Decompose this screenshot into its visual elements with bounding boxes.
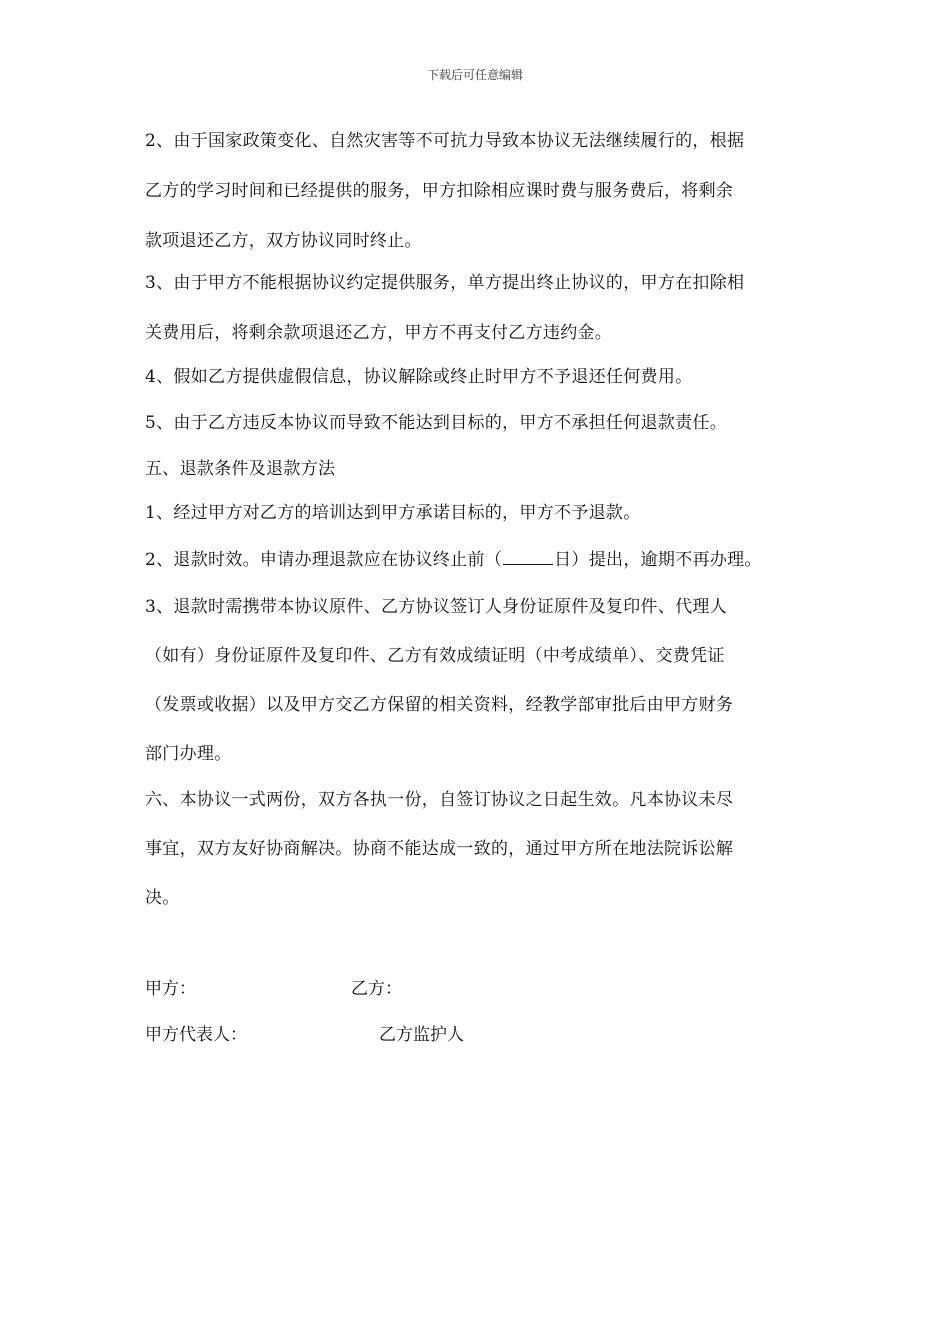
refund-clause-3-line-1: 3、退款时需携带本协议原件、乙方协议签订人身份证原件及复印件、代理人 [145, 597, 728, 617]
clause-2-line-2: 乙方的学习时间和已经提供的服务，甲方扣除相应课时费与服务费后，将剩余 [145, 181, 734, 201]
refund-clause-3-line-3: （发票或收据）以及甲方交乙方保留的相关资料，经教学部审批后由甲方财务 [145, 695, 734, 715]
refund-clause-3-line-2: （如有）身份证原件及复印件、乙方有效成绩证明（中考成绩单）、交费凭证 [145, 646, 725, 666]
party-b-guardian-label: 乙方监护人 [379, 1025, 464, 1045]
refund-clause-2-after: 日）提出，逾期不再办理。 [554, 550, 762, 570]
clause-3-line-1: 3、由于甲方不能根据协议约定提供服务，单方提出终止协议的，甲方在扣除相 [145, 273, 745, 293]
refund-clause-3-line-4: 部门办理。 [145, 744, 232, 764]
clause-3-line-2: 关费用后，将剩余款项退还乙方，甲方不再支付乙方违约金。 [145, 323, 613, 343]
party-b-signature-label: 乙方： [351, 979, 402, 999]
clause-2-line-1: 2、由于国家政策变化、自然灾害等不可抗力导致本协议无法继续履行的，根据 [145, 131, 745, 151]
party-a-representative-label: 甲方代表人： [145, 1025, 247, 1045]
section-6-line-2: 事宜，双方友好协商解决。协商不能达成一致的，通过甲方所在地法院诉讼解 [145, 839, 734, 859]
party-a-signature-label: 甲方： [145, 979, 196, 999]
section-6-line-3: 决。 [145, 888, 180, 908]
refund-clause-2 [145, 545, 762, 570]
page-header-note: 下载后可任意编辑 [426, 68, 523, 82]
clause-2-line-3: 款项退还乙方，双方协议同时终止。 [145, 231, 422, 251]
deadline-days-blank [503, 548, 553, 565]
clause-4: 4、假如乙方提供虚假信息，协议解除或终止时甲方不予退还任何费用。 [145, 367, 693, 387]
section-5-heading: 五、退款条件及退款方法 [145, 459, 336, 479]
refund-clause-2-before: 2、退款时效。申请办理退款应在协议终止前（ [145, 550, 503, 570]
clause-5: 5、由于乙方违反本协议而导致不能达到目标的，甲方不承担任何退款责任。 [145, 413, 728, 433]
section-6-line-1: 六、本协议一式两份，双方各执一份，自签订协议之日起生效。凡本协议未尽 [145, 790, 734, 810]
refund-clause-1: 1、经过甲方对乙方的培训达到甲方承诺目标的，甲方不予退款。 [145, 503, 641, 523]
